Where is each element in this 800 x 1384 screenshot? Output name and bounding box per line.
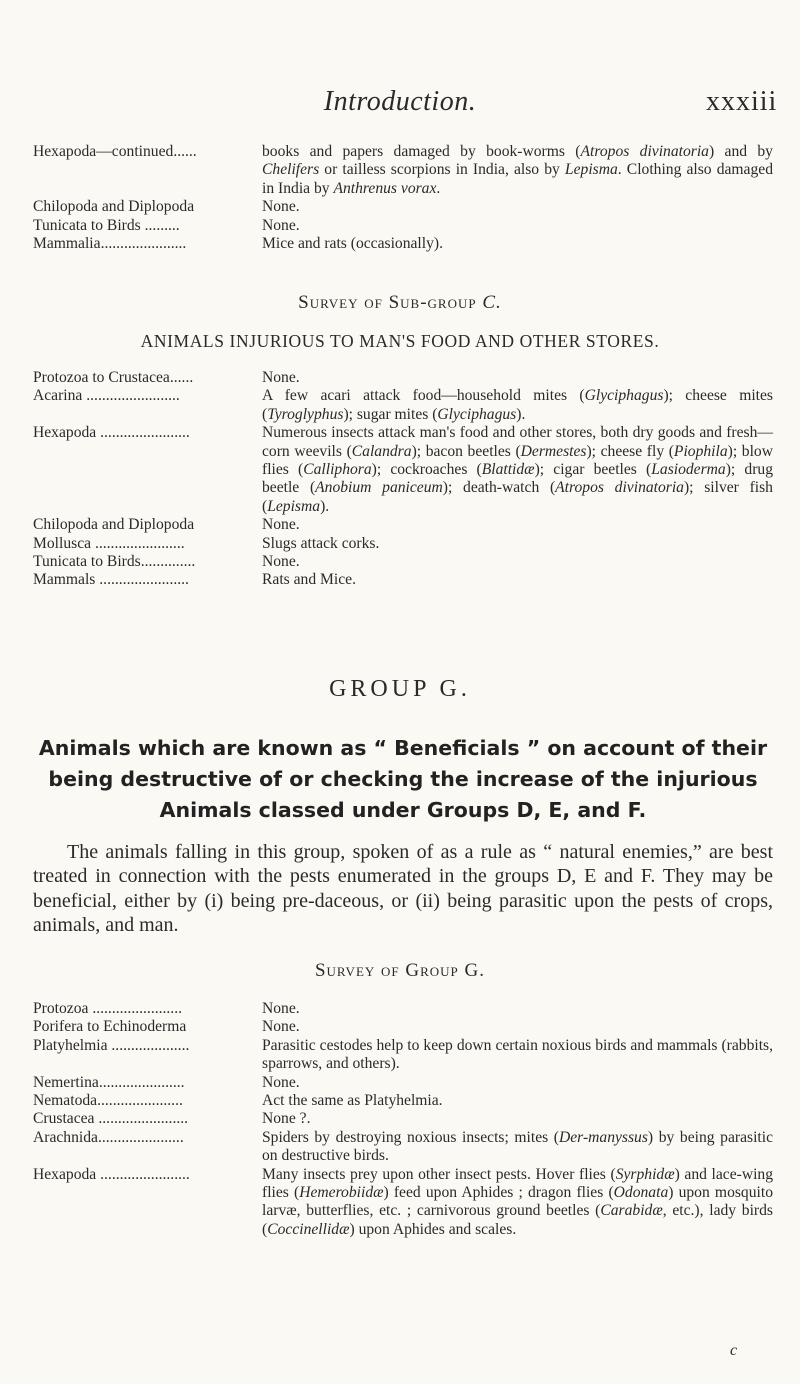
entry-label-text: Tunicata to Birds: [33, 553, 141, 571]
signature-mark: c: [730, 1342, 738, 1359]
entry-leader-dots: ....................: [107, 1036, 190, 1054]
entry-label-text: Mammalia: [33, 235, 101, 253]
entry-label: [33, 198, 258, 216]
entry-label-text: Hexapoda—continued: [33, 143, 174, 160]
entry-value: None.: [262, 1018, 300, 1036]
entry-leader-dots: ......: [173, 143, 197, 160]
entry-row: [33, 1092, 773, 1110]
entry-label: [33, 387, 258, 405]
entry-row: [33, 1166, 773, 1240]
entry-label-text: Chilopoda and Diplopoda: [33, 516, 195, 534]
entry-label: [33, 1018, 258, 1036]
group-g-title: GROUP G.: [329, 676, 471, 702]
entry-label: [33, 1092, 258, 1110]
section-subheading: ANIMALS INJURIOUS TO MAN'S FOOD AND OTHER STORES.: [140, 331, 660, 351]
entry-label: [33, 369, 258, 387]
entry-leader-dots: .......................: [94, 1110, 189, 1128]
entry-value: None.: [262, 216, 300, 234]
entry-leader-dots: ..............: [140, 553, 196, 571]
group-g-intro-paragraph: The animals falling in this group, spoken of as a rule as “ natural enemies,” are best treated in connection with the pests enumerated in the groups D, E and F. They may be beneficial, either by (i) being pre-daceous, or (ii) being parasitic upon the pests of crops, animals, and man.: [33, 841, 773, 937]
entry-leader-dots: ......................: [98, 1073, 185, 1091]
entry-label: [33, 535, 258, 553]
entry-label: [33, 1037, 258, 1055]
entry-value: None.: [262, 516, 300, 534]
group-g-description: Animals which are known as “ Beneficials ” on account of their being destructive of or checking the increase of the injurious Animals classed under Groups D, E, and F.: [38, 736, 768, 822]
entry-label-text: Tunicata to Birds: [33, 216, 141, 234]
survey-g-heading-text: Survey of Group G.: [314, 960, 486, 981]
entry-leader-dots: .......................: [96, 1165, 190, 1183]
entry-label-text: Hexapoda: [33, 424, 97, 442]
entry-value: None.: [262, 1073, 300, 1091]
entry-value: Many insects prey upon other insect pests. Hover flies (Syrphidæ) and lace-wing flies (Hemerobiidæ) feed upon Aphides ; dragon flies (Odonata) upon mosquito larvæ, butterflies, etc. ; carnivorous ground beetles (Carabidæ, etc.), lady birds (Coccinellidæ) upon Aphides and scales.: [262, 1165, 774, 1238]
entry-row: [33, 553, 773, 571]
entry-row: [33, 1000, 773, 1018]
entry-label-text: Platyhelmia: [33, 1036, 108, 1054]
entry-leader-dots: ......................: [100, 235, 187, 253]
entry-value: None.: [262, 198, 300, 216]
entry-row: [33, 1129, 773, 1166]
hexapoda-continued-entries: [33, 143, 773, 253]
entry-row: [33, 424, 773, 516]
entry-value: None.: [262, 369, 300, 386]
entry-label: [33, 571, 258, 589]
entry-leader-dots: ......................: [97, 1092, 183, 1110]
entry-row: [33, 198, 773, 216]
entry-label: [33, 217, 258, 235]
entry-label: [33, 1000, 258, 1018]
entry-value: None.: [262, 1000, 300, 1017]
entry-label-text: Porifera to Echinoderma: [33, 1018, 187, 1036]
entry-label: [33, 424, 258, 442]
group-g-survey-entries: [33, 1000, 773, 1239]
entry-label: [33, 516, 258, 534]
entry-row: [33, 535, 773, 553]
entry-label: [33, 1110, 258, 1128]
entry-value: A few acari attack food—household mites (Glyciphagus); cheese mites (Tyroglyphus); sugar mites (Glyciphagus).: [262, 387, 773, 423]
entry-value: Spiders by destroying noxious insects; mites (Der-manyssus) by being parasitic on destructive birds.: [262, 1128, 773, 1165]
survey-heading-letter: C.: [482, 292, 502, 313]
entry-row: [33, 217, 773, 235]
entry-row: [33, 1074, 773, 1092]
entry-row: [33, 143, 773, 198]
entry-value: Parasitic cestodes help to keep down certain noxious birds and mammals (rabbits, sparrows, and others).: [262, 1036, 773, 1073]
entry-label-text: Protozoa to Crustacea: [33, 369, 170, 386]
entry-row: [33, 1037, 773, 1074]
entry-label: [33, 235, 258, 253]
entry-leader-dots: .......................: [88, 1000, 182, 1017]
survey-group-g-heading: [0, 960, 800, 982]
entry-value: None.: [262, 553, 300, 571]
survey-heading-prefix: Survey of Sub-group: [298, 292, 477, 313]
entry-label: [33, 553, 258, 571]
entry-label-text: Acarina: [33, 387, 83, 405]
entry-leader-dots: .......................: [96, 424, 190, 442]
entry-value: Act the same as Platyhelmia.: [262, 1092, 443, 1110]
entry-label-text: Protozoa: [33, 1000, 89, 1017]
entry-label-text: Chilopoda and Diplopoda: [33, 198, 195, 216]
entry-label: [33, 1129, 258, 1147]
entry-label-text: Mammals: [33, 571, 96, 589]
entry-leader-dots: ......: [169, 369, 194, 386]
entry-label-text: Mollusca: [33, 534, 92, 552]
survey-sub-group-c-heading: [0, 292, 800, 314]
entry-label-text: Crustacea: [33, 1110, 95, 1128]
entry-label: [33, 143, 258, 161]
entry-leader-dots: .......................: [95, 571, 189, 589]
entry-value: books and papers damaged by book-worms (Atropos divinatoria) and by Chelifers or tailless scorpions in India, also by Lepisma. Clothing also damaged in India by Anthrenus vorax.: [262, 143, 773, 197]
entry-leader-dots: ........................: [82, 387, 180, 405]
entry-row: [33, 571, 773, 589]
entry-row: [33, 369, 773, 387]
entry-label-text: Nematoda: [33, 1092, 98, 1110]
entry-label: [33, 1166, 258, 1184]
entry-label: [33, 1074, 258, 1092]
entry-row: [33, 516, 773, 534]
entry-label-text: Arachnida: [33, 1128, 98, 1146]
entry-label-text: Nemertina: [33, 1073, 99, 1091]
entry-row: [33, 1018, 773, 1036]
entry-value: Numerous insects attack man's food and other stores, both dry goods and fresh—corn weevils (Calandra); bacon beetles (Dermestes); cheese fly (Piophila); blow flies (Calliphora); cockroaches (Blattidæ); cigar beetles (Lasioderma); drug beetle (Anobium paniceum); death-watch (Atropos divinatoria); silver fish (Lepisma).: [262, 424, 773, 515]
food-stores-entries: [33, 369, 773, 590]
page-number: xxxiii: [706, 86, 778, 117]
entry-value: Slugs attack corks.: [262, 534, 380, 552]
entry-value: Mice and rats (occasionally).: [262, 235, 443, 253]
entry-row: [33, 235, 773, 253]
running-title: Introduction.: [323, 86, 477, 117]
entry-row: [33, 387, 773, 424]
entry-value: Rats and Mice.: [262, 571, 356, 589]
entry-row: [33, 1110, 773, 1128]
entry-label-text: Hexapoda: [33, 1165, 97, 1183]
entry-leader-dots: .........: [140, 216, 180, 234]
entry-leader-dots: ......................: [97, 1128, 184, 1146]
entry-leader-dots: .......................: [91, 534, 185, 552]
entry-value: None ?.: [262, 1110, 311, 1128]
